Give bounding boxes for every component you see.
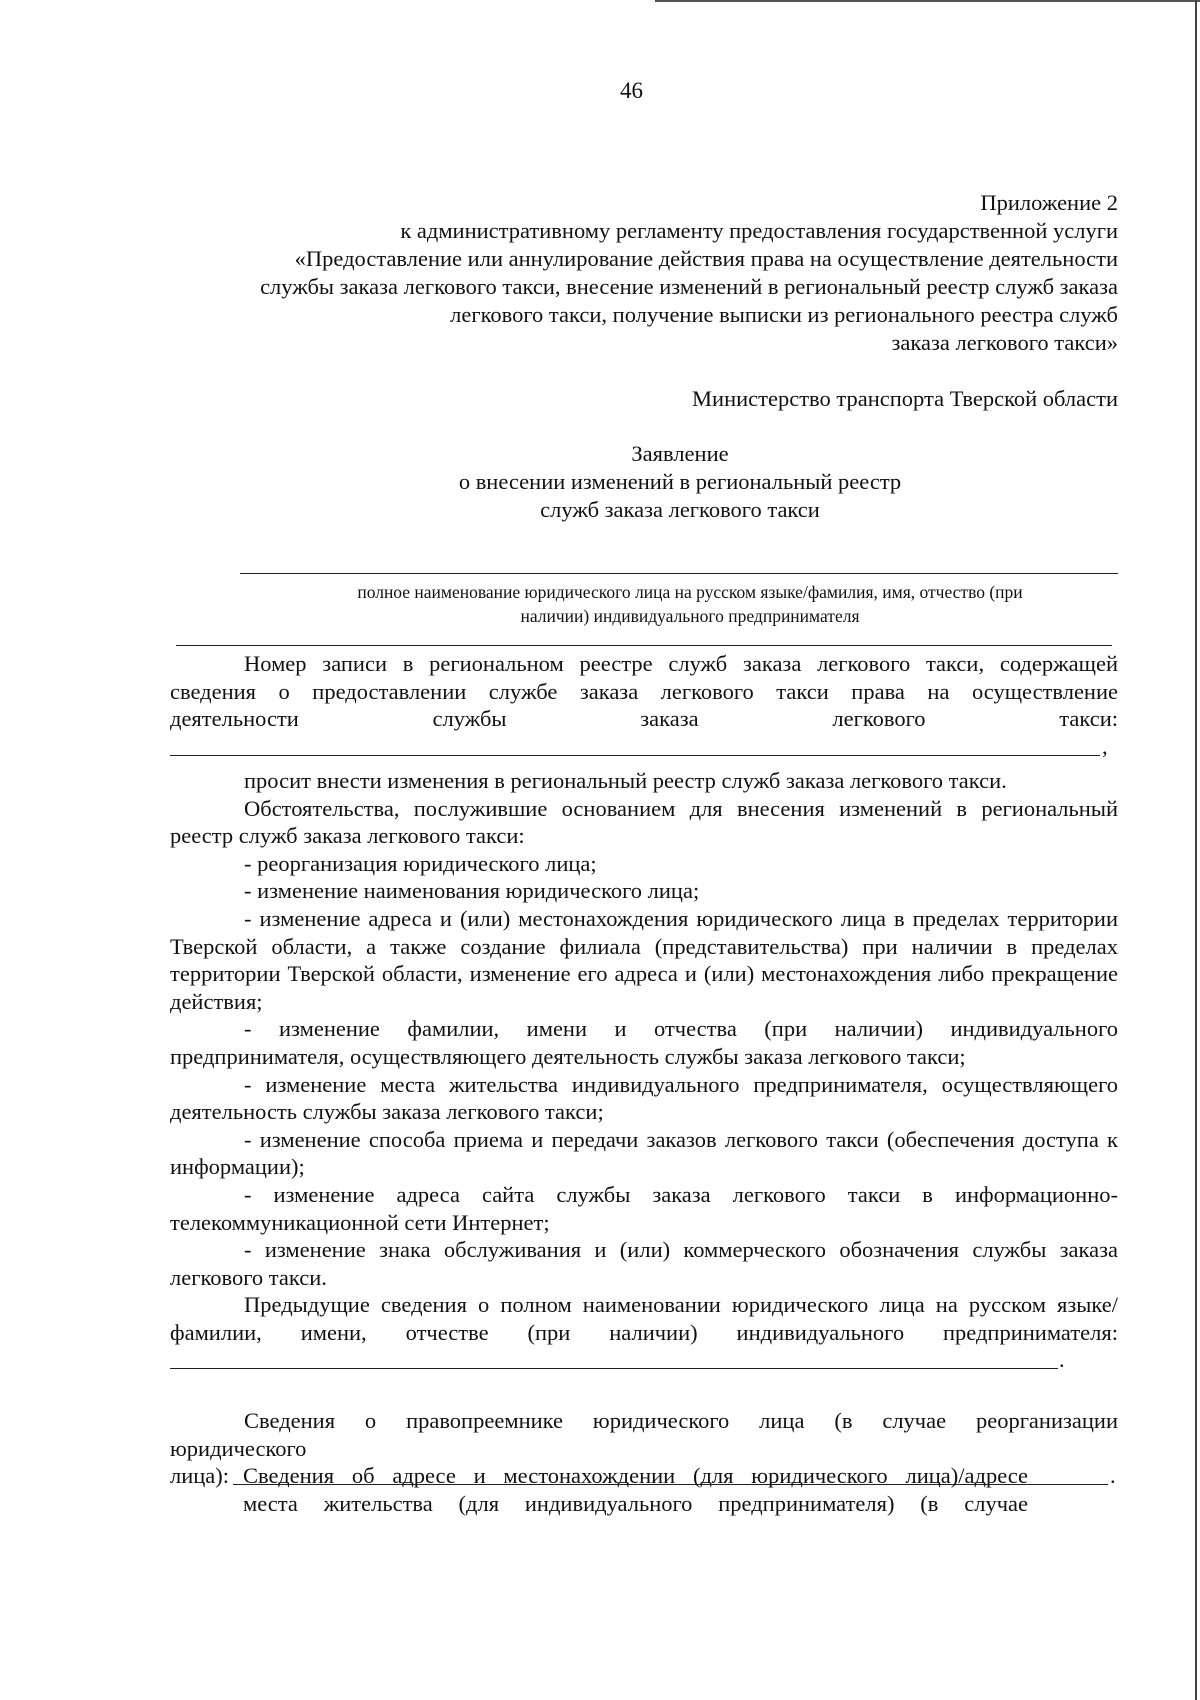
line-end-mark: . bbox=[1059, 1347, 1065, 1373]
registry-text: деятельности службы заказа легкового такси: bbox=[170, 706, 1118, 732]
main-text bbox=[170, 767, 1118, 1374]
applicant-extra-field-line[interactable] bbox=[176, 645, 1112, 646]
caption-line: наличии) индивидуального предпринимателя bbox=[520, 606, 860, 626]
successor-text: Сведения о правопреемнике юридического лица (в случае реорганизации bbox=[244, 1408, 1118, 1433]
title-line: служб заказа легкового такси bbox=[540, 497, 820, 522]
applicant-name-field-line[interactable] bbox=[240, 573, 1118, 574]
document-title bbox=[440, 440, 920, 524]
circumstance-item: - реорганизация юридического лица; bbox=[244, 850, 597, 876]
previous-info-field[interactable] bbox=[170, 1346, 1118, 1374]
caption-line: полное наименование юридического лица на русском языке/фамилия, имя, отчество (при bbox=[357, 582, 1023, 602]
page-number: 46 bbox=[620, 78, 643, 103]
circumstance-item: - изменение места жительства индивидуального предпринимателя, осуществляющего деятельность службы заказа легкового такси; bbox=[170, 1071, 1118, 1125]
line-end-mark: . bbox=[1110, 1463, 1116, 1489]
appendix-line: службы заказа легкового такси, внесение изменений в региональный реестр служб заказа bbox=[260, 274, 1118, 299]
successor-label: лица): bbox=[170, 1463, 230, 1489]
circumstance-item: - изменение адреса сайта службы заказа легкового такси в информационно-телекоммуникационной сети Интернет; bbox=[170, 1181, 1118, 1235]
appendix-line: заказа легкового такси» bbox=[891, 330, 1118, 355]
title-line: Заявление bbox=[631, 441, 729, 466]
registry-number-line[interactable] bbox=[170, 755, 1100, 756]
appendix-header bbox=[260, 189, 1118, 357]
registry-number-section bbox=[170, 650, 1118, 760]
title-line: о внесении изменений в региональный реестр bbox=[458, 469, 902, 494]
registry-text: сведения о предоставлении службе заказа легкового такси права на осуществление bbox=[170, 678, 1118, 704]
circumstance-item: - изменение адреса и (или) местонахождения юридического лица в пределах территории Тверской области, а также создание филиала (представительства) при наличии в пределах территории Тверской области, изменение его адреса и (или) местонахождения либо прекращение действия; bbox=[170, 905, 1118, 1014]
circumstance-item: - изменение знака обслуживания и (или) коммерческого обозначения службы заказа легкового такси. bbox=[170, 1237, 1118, 1290]
applicant-caption bbox=[290, 580, 1090, 628]
line-end-mark: , bbox=[1102, 733, 1108, 759]
scan-edge-right bbox=[1195, 0, 1197, 1700]
scan-edge-top bbox=[655, 0, 1200, 2]
circumstance-item: - изменение фамилии, имени и отчества (при наличии) индивидуального предпринимателя, осуществляющего деятельность службы заказа легкового такси; bbox=[170, 1016, 1118, 1069]
address-info-section bbox=[243, 1462, 1028, 1518]
appendix-line: к административному регламенту предоставления государственной услуги bbox=[400, 218, 1118, 243]
previous-info-text: Предыдущие сведения о полном наименовании юридического лица на русском языке/фамилии, имени, отчестве (при наличии) индивидуального предпринимателя: bbox=[170, 1292, 1118, 1345]
recipient: Министерство транспорта Тверской области bbox=[692, 386, 1118, 411]
appendix-line: Приложение 2 bbox=[980, 190, 1118, 215]
address-info-line: Сведения об адресе и местонахождении (для юридического лица)/адресе bbox=[243, 1463, 1028, 1488]
request-text: просит внести изменения в региональный реестр служб заказа легкового такси. bbox=[244, 768, 1007, 793]
circumstance-item: - изменение наименования юридического лица; bbox=[244, 878, 700, 904]
registry-text: Номер записи в региональном реестре служб заказа легкового такси, содержащей bbox=[244, 651, 1118, 676]
successor-text: юридического bbox=[170, 1435, 307, 1461]
circumstance-item: - изменение способа приема и передачи заказов легкового такси (обеспечения доступа к информации); bbox=[170, 1126, 1118, 1180]
previous-info-line[interactable] bbox=[170, 1368, 1058, 1369]
circumstances-intro: Обстоятельства, послужившие основанием для внесения изменений в региональный реестр служб заказа легкового такси: bbox=[170, 795, 1118, 849]
address-info-line: места жительства (для индивидуального предпринимателя) (в случае bbox=[243, 1491, 1028, 1516]
registry-number-field[interactable] bbox=[170, 733, 1118, 761]
appendix-line: легкового такси, получение выписки из регионального реестра служб bbox=[450, 302, 1118, 327]
appendix-line: «Предоставление или аннулирование действия права на осуществление деятельности bbox=[294, 246, 1118, 271]
